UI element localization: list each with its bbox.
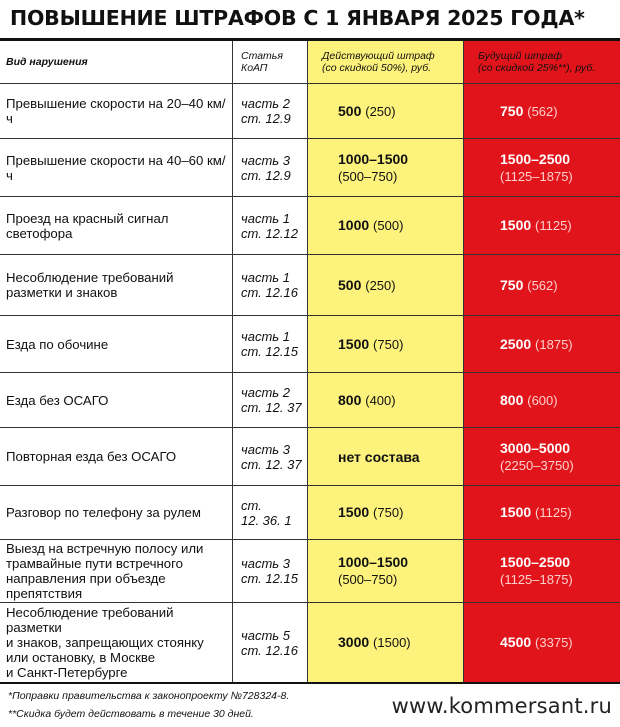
future-fine-cell (463, 255, 620, 315)
current-fine-amount: 1000 (338, 217, 370, 233)
future-fine-amount: 1500 (500, 217, 532, 233)
future-fine-discounted: (1125–1875) (500, 168, 573, 184)
article-cell (232, 428, 307, 485)
current-fine-line (338, 391, 463, 410)
violation-cell (0, 603, 232, 682)
article-text: ст. (241, 497, 262, 513)
current-fine-cell (307, 486, 463, 539)
current-fine-discounted: (500–750) (338, 168, 398, 184)
current-fine-cell (307, 255, 463, 315)
future-fine-cell (463, 139, 620, 196)
future-fine-line (500, 335, 620, 354)
violation-text: или остановку, в Москве (6, 650, 156, 665)
current-fine-cell (307, 603, 463, 682)
article-text: ст. 12.16 (241, 285, 298, 300)
future-fine-cell (463, 84, 620, 138)
current-fine-cell (307, 139, 463, 196)
current-fine-discounted: (750) (373, 505, 404, 520)
violation-cell (0, 84, 232, 138)
future-fine-cell (463, 316, 620, 372)
footnote-2: **Скидка будет действовать в течение 30 дней. (8, 708, 254, 720)
current-fine-line (338, 276, 463, 295)
header-violation (0, 41, 232, 83)
violation-cell (0, 139, 232, 196)
article-text: ст. 12. 37 (241, 400, 302, 415)
violation-text: и знаков, запрещающих стоянку (6, 635, 204, 650)
header-current-line2: (со скидкой 50%), руб. (322, 62, 432, 74)
table-row (0, 603, 620, 682)
future-fine-cell (463, 428, 620, 485)
violation-text: трамвайные пути встречного (6, 556, 183, 571)
article-text: ст. 12.15 (241, 344, 298, 359)
header-article-label: Статья КоАП (241, 50, 283, 74)
future-fine-amount: 750 (500, 276, 524, 293)
current-fine-amount: 1000–1500 (338, 554, 409, 570)
future-fine-amount: 2500 (500, 335, 532, 352)
violation-cell (0, 428, 232, 485)
future-fine-line (500, 150, 620, 168)
violation-cell (0, 197, 232, 254)
article-cell (232, 486, 307, 539)
current-fine-amount: 3000 (338, 634, 370, 650)
table-header (0, 41, 620, 84)
header-future-line2: (со скидкой 25%**), руб. (478, 62, 596, 74)
future-fine-amount: 750 (500, 102, 524, 119)
violation-text: Несоблюдение требований разметки (6, 605, 174, 635)
violation-cell (0, 540, 232, 602)
future-fine-line (500, 439, 620, 457)
table-row (0, 316, 620, 373)
violation-text: и Санкт-Петербурге (6, 665, 128, 680)
footer (0, 682, 620, 727)
current-fine-line (338, 503, 463, 522)
header-violation-label: Вид нарушения (6, 56, 88, 68)
violation-text: Превышение скорости на 20–40 км/ч (6, 96, 226, 126)
current-fine-amount: 1500 (338, 504, 370, 520)
header-current-fine (307, 41, 463, 83)
site-url: www.kommersant.ru (391, 694, 612, 718)
current-fine-cell (307, 540, 463, 602)
current-fine-line (338, 335, 463, 354)
violation-text: направления при объезде препятствия (6, 571, 166, 601)
current-fine-line (338, 150, 463, 168)
table-row (0, 197, 620, 255)
article-text: часть 5 (241, 627, 290, 643)
current-fine-amount: 500 (338, 102, 362, 119)
future-fine-line (500, 276, 620, 295)
current-fine-amount: 500 (338, 276, 362, 293)
future-fine-amount: 4500 (500, 634, 532, 650)
current-fine-discounted: (1500) (373, 635, 411, 650)
article-text: ст. 12.15 (241, 571, 298, 586)
current-fine-cell (307, 84, 463, 138)
article-text: часть 2 (241, 385, 290, 400)
article-text: часть 1 (241, 210, 290, 226)
table-row (0, 486, 620, 540)
article-cell (232, 84, 307, 138)
future-fine-discounted: (1125–1875) (500, 572, 573, 587)
violation-text: Превышение скорости на 40–60 км/ч (6, 152, 226, 183)
current-fine-discounted: (750) (373, 336, 404, 352)
article-cell (232, 197, 307, 254)
current-fine-amount: 800 (338, 391, 362, 408)
current-fine-cell (307, 197, 463, 254)
violation-text: Разговор по телефону за рулем (6, 505, 201, 520)
article-text: ст. 12. 37 (241, 456, 302, 472)
violation-text: разметки и знаков (6, 285, 118, 300)
future-fine-amount: 800 (500, 391, 524, 408)
future-fine-discounted: (562) (527, 277, 558, 293)
future-fine-discounted: (1875) (535, 336, 573, 352)
future-fine-cell (463, 197, 620, 254)
future-fine-line (500, 553, 620, 571)
violation-cell (0, 316, 232, 372)
header-current-line1: Действующий штраф (322, 50, 435, 62)
current-fine-amount: нет состава (338, 448, 420, 465)
future-fine-amount: 3000–5000 (500, 439, 571, 456)
future-fine-cell (463, 540, 620, 602)
future-fine-discounted: (2250–3750) (500, 457, 574, 473)
article-text: ст. 12.9 (241, 167, 291, 183)
violation-text: Езда по обочине (6, 336, 109, 352)
table-row (0, 428, 620, 486)
article-cell (232, 139, 307, 196)
table-row (0, 373, 620, 428)
future-fine-discounted: (600) (527, 392, 558, 408)
violation-text: Несоблюдение требований (6, 270, 174, 285)
current-fine-line (338, 102, 463, 121)
violation-text: Проезд на красный сигнал светофора (6, 210, 169, 241)
current-fine-amount: 1500 (338, 335, 370, 352)
article-cell (232, 603, 307, 682)
current-fine-discounted: (250) (365, 103, 396, 119)
future-fine-line (500, 102, 620, 121)
future-fine-line (500, 216, 620, 235)
future-fine-amount: 1500–2500 (500, 554, 571, 570)
article-text: часть 1 (241, 270, 290, 285)
future-fine-line (500, 391, 620, 410)
future-fine-discounted: (562) (527, 103, 558, 119)
article-text: часть 1 (241, 329, 290, 344)
current-fine-cell (307, 316, 463, 372)
violation-text: Выезд на встречную полосу или (6, 541, 204, 556)
future-fine-line (500, 503, 620, 522)
article-text: часть 2 (241, 96, 290, 111)
future-fine-discounted: (1125) (535, 505, 572, 520)
current-fine-line (338, 448, 463, 466)
header-article (232, 41, 307, 83)
article-cell (232, 373, 307, 427)
table-row (0, 139, 620, 197)
current-fine-discounted: (500–750) (338, 572, 398, 587)
article-text: ст. 12.9 (241, 111, 291, 126)
current-fine-discounted: (250) (365, 277, 396, 293)
future-fine-cell (463, 603, 620, 682)
current-fine-amount: 1000–1500 (338, 150, 409, 167)
article-text: ст. 12.12 (241, 225, 298, 241)
footnote-1: *Поправки правительства к законопроекту №728324-8. (8, 690, 290, 702)
article-cell (232, 255, 307, 315)
current-fine-line (338, 553, 463, 571)
article-text: часть 3 (241, 152, 290, 168)
header-future-line1: Будущий штраф (478, 50, 563, 62)
future-fine-cell (463, 486, 620, 539)
future-fine-amount: 1500–2500 (500, 150, 571, 167)
table-row (0, 84, 620, 139)
future-fine-discounted: (3375) (535, 635, 573, 650)
current-fine-cell (307, 373, 463, 427)
future-fine-discounted: (1125) (535, 218, 572, 233)
current-fine-discounted: (500) (373, 218, 404, 233)
article-text: часть 3 (241, 556, 290, 571)
article-text: часть 3 (241, 441, 290, 457)
violation-cell (0, 373, 232, 427)
table-row (0, 255, 620, 316)
article-text: 12. 36. 1 (241, 512, 292, 528)
violation-cell (0, 255, 232, 315)
future-fine-amount: 1500 (500, 504, 532, 520)
article-text: ст. 12.16 (241, 642, 298, 658)
page-title: ПОВЫШЕНИЕ ШТРАФОВ С 1 ЯНВАРЯ 2025 ГОДА* (10, 6, 585, 30)
article-cell (232, 316, 307, 372)
current-fine-line (338, 633, 463, 652)
violation-cell (0, 486, 232, 539)
article-cell (232, 540, 307, 602)
future-fine-line (500, 633, 620, 652)
violation-text: Повторная езда без ОСАГО (6, 449, 177, 464)
header-future-fine (463, 41, 620, 83)
future-fine-cell (463, 373, 620, 427)
violation-text: Езда без ОСАГО (6, 392, 109, 408)
current-fine-line (338, 216, 463, 235)
table-row (0, 540, 620, 603)
current-fine-discounted: (400) (365, 392, 396, 408)
current-fine-cell (307, 428, 463, 485)
